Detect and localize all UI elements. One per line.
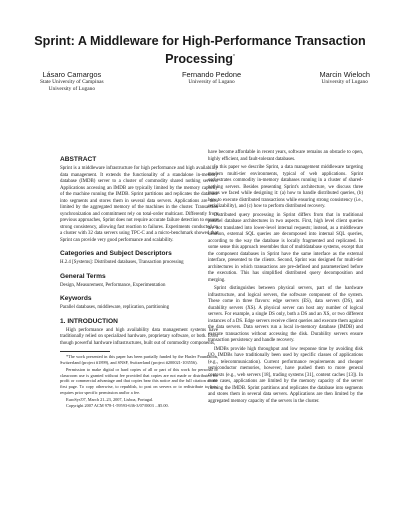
body-paragraph: have become affordable in recent years, software remains an obstacle to open, highly efficient, and fault-tolerant databases. — [208, 150, 363, 162]
footnote-divider — [60, 351, 110, 352]
general-terms-text: Design, Measurement, Performance, Experimentation — [60, 282, 166, 288]
author-affiliation: University of Lugano — [48, 86, 96, 92]
paper-title-text: Sprint: A Middleware for High-Performance Transaction Processing — [34, 34, 366, 67]
paper-title — [0, 33, 400, 67]
author-affiliation: University of Lugano — [188, 79, 235, 85]
categories-text: H.2.4 [Systems]: Distributed databases, Transaction processing — [60, 260, 184, 265]
right-column — [208, 150, 363, 407]
body-paragraph: Distributed query processing in Sprint differs from that in traditional parallel database architectures in two aspects. First, high level client queries are not translated into lower-level internal requests; instead, as a middleware solution, external SQL queries are decomposed into internal SQL queries, according to the way the database is locally fragmented and replicated. In some sense this approach resembles that of multidatabase systems, except that the component databases in Sprint have the same interface as the external interface, presented to the clients. Second, Sprint was designed for multi-tier architectures in which transactions are pre-defined and parameterized before the execution. This has simplified distributed query decomposition and merging. — [208, 212, 363, 283]
author-name: Lásaro Camargos — [42, 70, 102, 79]
introduction-heading: 1. INTRODUCTION — [60, 317, 118, 325]
author-name: Marcin Wieloch — [319, 70, 370, 79]
introduction-text: High performance and high availability data management systems have traditionally relied on specialized hardware, proprietary software, or both. Even though powerful hardware infrastructures, built out of commodity components, — [60, 327, 218, 346]
title-footnote-marker: * — [232, 54, 235, 60]
author-3 — [319, 70, 370, 93]
author-2 — [182, 70, 241, 93]
copyright-notice: Copyright 2007 ACM 978-1-59593-636-3/07/0003 ...$5.00. — [66, 402, 169, 408]
author-name: Fernando Pedone — [181, 70, 242, 79]
body-paragraph: Sprint distinguishes between physical servers, part of the hardware infrastructure, and logical servers, the software component of the system. These come in three flavors: edge servers (ES), data servers (DS), and durability servers (XS). A physical server can host any number of logical servers. For example, a single DS only, both a DS and an XS, or two different instances of a DS. Edge servers receive client queries and execute them against the data servers. Data servers run a local in-memory database (IMDB) and execute transactions without accessing the disk. Durability servers ensure transaction persistency and handle recovery. — [208, 286, 363, 343]
left-column — [60, 150, 218, 410]
keywords-heading: Keywords — [60, 295, 92, 302]
author-affiliation: State University of Campinas — [40, 79, 104, 85]
body-paragraph: In this paper we describe Sprint, a data management middleware targeting modern multi-tier environments, typical of web applications. Sprint orchestrates commodity in-memory databases running in a cluster of shared-nothing servers. Besides presenting Sprint's architecture, we discuss three issues we faced while designing it: (a) how to handle distributed queries, (b) how to execute distributed transactions while ensuring strong consistency (i.e., serializability), and (c) how to perform distributed recovery. — [208, 165, 363, 209]
funding-footnote: *The work presented in this paper has been partially funded by the Hasler Foundation, Switzerland (project #1899), and SNSF, Switzerland (project #200021-103556). — [60, 354, 218, 365]
permission-notice: Permission to make digital or hard copies of all or part of this work for personal or classroom use is granted without fee provided that copies are not made or distributed for profit or commercial advantage and that copies bear this notice and the full citation on the first page. To copy otherwise, to republish, to post on servers or to redistribute to lists, requires prior specific permission and/or a fee. — [60, 367, 218, 395]
keywords-text: Parallel databases, middleware, replication, partitioning — [60, 305, 170, 310]
categories-heading: Categories and Subject Descriptors — [60, 250, 172, 257]
abstract-heading: ABSTRACT — [60, 156, 97, 163]
author-1 — [40, 70, 104, 93]
general-terms-heading: General Terms — [60, 272, 106, 280]
body-paragraph: IMDBs provide high throughput and low response time by avoiding disk I/O. IMDBs have traditionally been used by specific classes of applications (e.g., telecommunication). Current performance requirements and cheaper semiconductor memories, however, have pushed them to more general contexts (e.g., web servers [18], trading systems [31], content caches [13]). In most cases, applications are limited by the memory capacity of the server running the IMDB. Sprint partitions and replicates the database into segments and stores them in several data servers. Applications are then limited by the aggregated memory capacity of the servers in the cluster. — [208, 346, 363, 404]
conference-info: EuroSys'07, March 21–23, 2007, Lisboa, Portugal. — [66, 397, 154, 403]
author-block — [40, 70, 370, 93]
abstract-text: Sprint is a middleware infrastructure for high performance and high availability data management. It extends the functionality of a standalone in-memory database (IMDB) server to a cluster of commodity shared nothing servers. Applications accessing an IMDB are typically limited by the memory capacity of the machine running the IMDB. Sprint partitions and replicates the database into segments and stores them in several data servers. Applications are then limited by the aggregated memory of the machines in the cluster. Transaction synchronization and commitment rely on total-order multicast. Differently from previous approaches, Sprint does not require accurate failure detection to ensure strong consistency, allowing fast reaction to failures. Experiments conducted on a cluster with 32 data servers using TPC-C and a micro-benchmark showed that Sprint can provide very good performance and scalability. — [60, 166, 218, 243]
author-affiliation: University of Lugano — [321, 79, 368, 85]
